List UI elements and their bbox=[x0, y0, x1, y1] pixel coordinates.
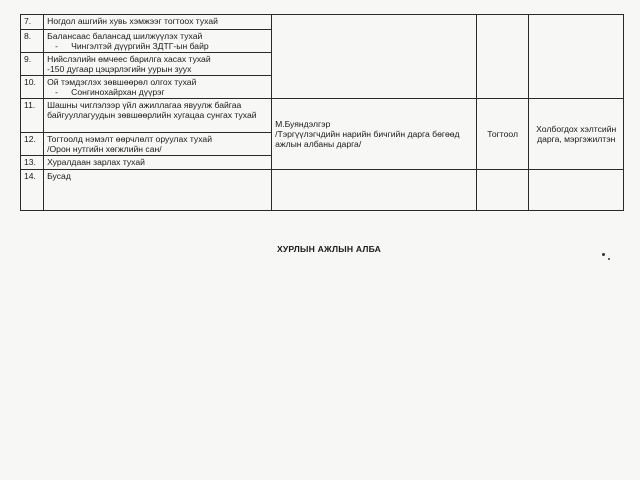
empty-cell bbox=[272, 15, 477, 99]
agenda-table bbox=[20, 14, 624, 211]
row-number: 9. bbox=[21, 53, 44, 76]
topic-title: Шашны чиглэлээр үйл ажиллагаа явуулж байгаа байгууллагуудын зөвшөөрлийн хугацаа сунгах тухай bbox=[47, 100, 257, 120]
topic-subitem: Чингэлтэй дүүргийн ЗДТГ-ын байр bbox=[71, 41, 209, 51]
responsible-position: /Тэргүүлэгчдийн нарийн бичгийн дарга бөгөөд ажлын албаны дарга/ bbox=[275, 129, 460, 149]
row-number: 7. bbox=[21, 15, 44, 30]
agenda-topic: Балансаас балансад шилжүүлэх тухай - Чингэлтэй дүүргийн ЗДТГ-ын байр bbox=[44, 30, 272, 53]
table-row bbox=[21, 99, 624, 133]
topic-subitem: Сонгинохайрхан дүүрэг bbox=[71, 87, 165, 97]
empty-cell bbox=[476, 170, 529, 211]
empty-cell bbox=[272, 170, 477, 211]
topic-subitem: /Орон нутгийн хөгжлийн сан/ bbox=[47, 144, 162, 154]
empty-cell bbox=[476, 15, 529, 99]
table-row bbox=[21, 170, 624, 211]
decision-form: Тогтоол bbox=[487, 129, 519, 139]
topic-title: Балансаас балансад шилжүүлэх тухай bbox=[47, 31, 203, 41]
section-title: ХУРЛЫН АЖЛЫН АЛБА bbox=[276, 244, 382, 254]
row-number: 14. bbox=[21, 170, 44, 211]
table-row bbox=[21, 15, 624, 30]
agenda-topic bbox=[44, 53, 272, 76]
participants-cell bbox=[529, 99, 624, 170]
row-number: 13. bbox=[21, 156, 44, 170]
responsible-name: М.Буяндэлгэр bbox=[275, 119, 331, 129]
agenda-topic bbox=[44, 15, 272, 30]
agenda-topic: Ой тэмдэглэх зөвшөөрөл олгох тухай - Сонгинохайрхан дүүрэг bbox=[44, 76, 272, 99]
row-number: 10. bbox=[21, 76, 44, 99]
scan-speck bbox=[608, 258, 610, 260]
responsible-person-cell bbox=[272, 99, 477, 170]
decision-form-cell bbox=[476, 99, 529, 170]
topic-title: Бусад bbox=[47, 171, 71, 181]
scan-speck bbox=[602, 253, 605, 256]
participants: Холбогдох хэлтсийн дарга, мэргэжилтэн bbox=[536, 124, 617, 144]
topic-title: Хуралдаан зарлах тухай bbox=[47, 157, 145, 167]
empty-cell bbox=[529, 15, 624, 99]
topic-subitem: -150 дугаар цэцэрлэгийн уурын зуух bbox=[47, 64, 192, 74]
topic-title: Тогтоолд нэмэлт өөрчлөлт оруулах тухай bbox=[47, 134, 213, 144]
topic-title: Ой тэмдэглэх зөвшөөрөл олгох тухай bbox=[47, 77, 197, 87]
topic-title: Нийслэлийн өмчеес барилга хасах тухай bbox=[47, 54, 211, 64]
topic-title: Ногдол ашгийн хувь хэмжээг тогтоох тухай bbox=[47, 16, 218, 26]
agenda-topic bbox=[44, 133, 272, 156]
empty-cell bbox=[529, 170, 624, 211]
row-number: 8. bbox=[21, 30, 44, 53]
row-number: 12. bbox=[21, 133, 44, 156]
agenda-topic bbox=[44, 99, 272, 133]
agenda-topic bbox=[44, 170, 272, 211]
agenda-topic bbox=[44, 156, 272, 170]
row-number: 11. bbox=[21, 99, 44, 133]
